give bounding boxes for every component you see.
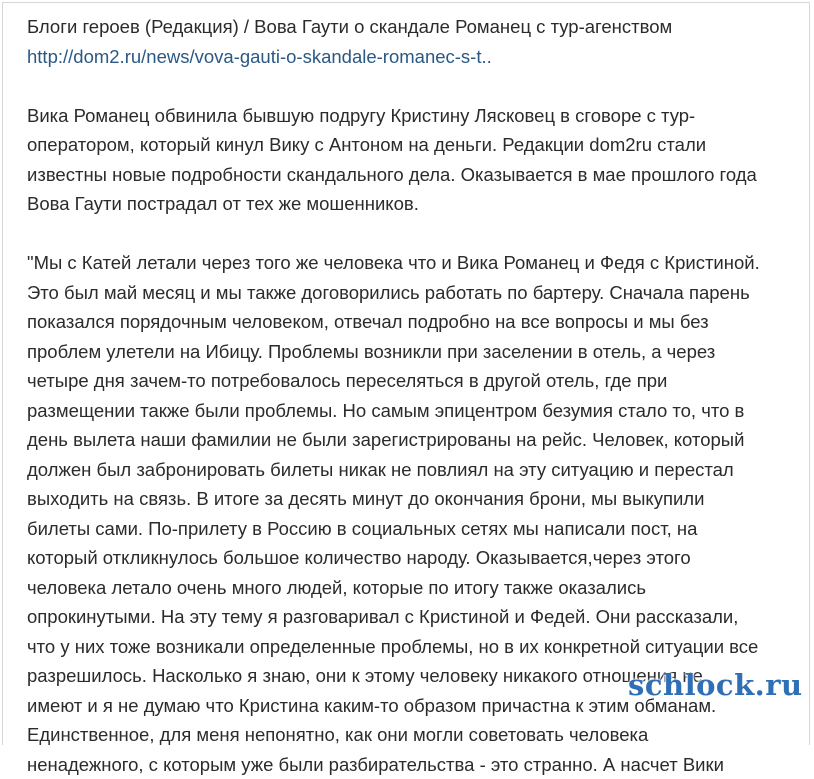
text-line: человека летало очень много людей, которые по итогу также оказались bbox=[27, 573, 802, 603]
text-line: "Мы с Катей летали через того же человека что и Вика Романец и Федя с Кристиной. bbox=[27, 248, 802, 278]
text-line: опрокинутыми. На эту тему я разговаривал с Кристиной и Федей. Они рассказали, bbox=[27, 602, 802, 632]
text-line: разрешилось. Насколько я знаю, они к этому человеку никакого отношения не bbox=[27, 661, 802, 691]
text-line: ненадежного, с которым уже были разбирательства - это странно. А насчет Вики bbox=[27, 750, 802, 779]
text-line: выходить на связь. В итоге за десять минут до окончания брони, мы выкупили bbox=[27, 484, 802, 514]
text-line: день вылета наши фамилии не были зарегистрированы на рейс. Человек, который bbox=[27, 425, 802, 455]
paragraph-spacer bbox=[27, 71, 802, 101]
text-line: оператором, который кинул Вику с Антоном на деньги. Редакции dom2ru стали bbox=[27, 130, 802, 160]
text-line: Вика Романец обвинила бывшую подругу Кристину Лясковец в сговоре с тур- bbox=[27, 101, 802, 131]
source-title: Блоги героев (Редакция) / Вова Гаути о скандале Романец с тур-агенством bbox=[27, 12, 802, 42]
text-line: который откликнулось большое количество народу. Оказывается,через этого bbox=[27, 543, 802, 573]
text-line: Единственное, для меня непонятно, как они могли советовать человека bbox=[27, 720, 802, 750]
text-line: должен был забронировать билеты никак не повлиял на эту ситуацию и перестал bbox=[27, 455, 802, 485]
text-line: имеют и я не думаю что Кристина каким-то образом причастна к этим обманам. bbox=[27, 691, 802, 721]
text-line: проблем улетели на Ибицу. Проблемы возникли при заселении в отель, а через bbox=[27, 337, 802, 367]
intro-paragraph bbox=[27, 101, 802, 219]
post-content bbox=[27, 12, 802, 779]
text-line: четыре дня зачем-то потребовалось переселяться в другой отель, где при bbox=[27, 366, 802, 396]
text-line: Это был май месяц и мы также договорились работать по бартеру. Сначала парень bbox=[27, 278, 802, 308]
text-line: показался порядочным человеком, отвечал подробно на все вопросы и мы без bbox=[27, 307, 802, 337]
text-line: размещении также были проблемы. Но самым эпицентром безумия стало то, что в bbox=[27, 396, 802, 426]
paragraph-spacer bbox=[27, 219, 802, 249]
text-line: Вова Гаути пострадал от тех же мошенников. bbox=[27, 189, 802, 219]
watermark-logo: schlock.ru bbox=[628, 668, 803, 702]
source-link[interactable]: http://dom2.ru/news/vova-gauti-o-skandale-romanec-s-t.. bbox=[27, 42, 802, 72]
text-line: билеты сами. По-прилету в Россию в социальных сетях мы написали пост, на bbox=[27, 514, 802, 544]
text-line: известны новые подробности скандального дела. Оказывается в мае прошлого года bbox=[27, 160, 802, 190]
text-line: что у них тоже возникали определенные проблемы, но в их конкретной ситуации все bbox=[27, 632, 802, 662]
